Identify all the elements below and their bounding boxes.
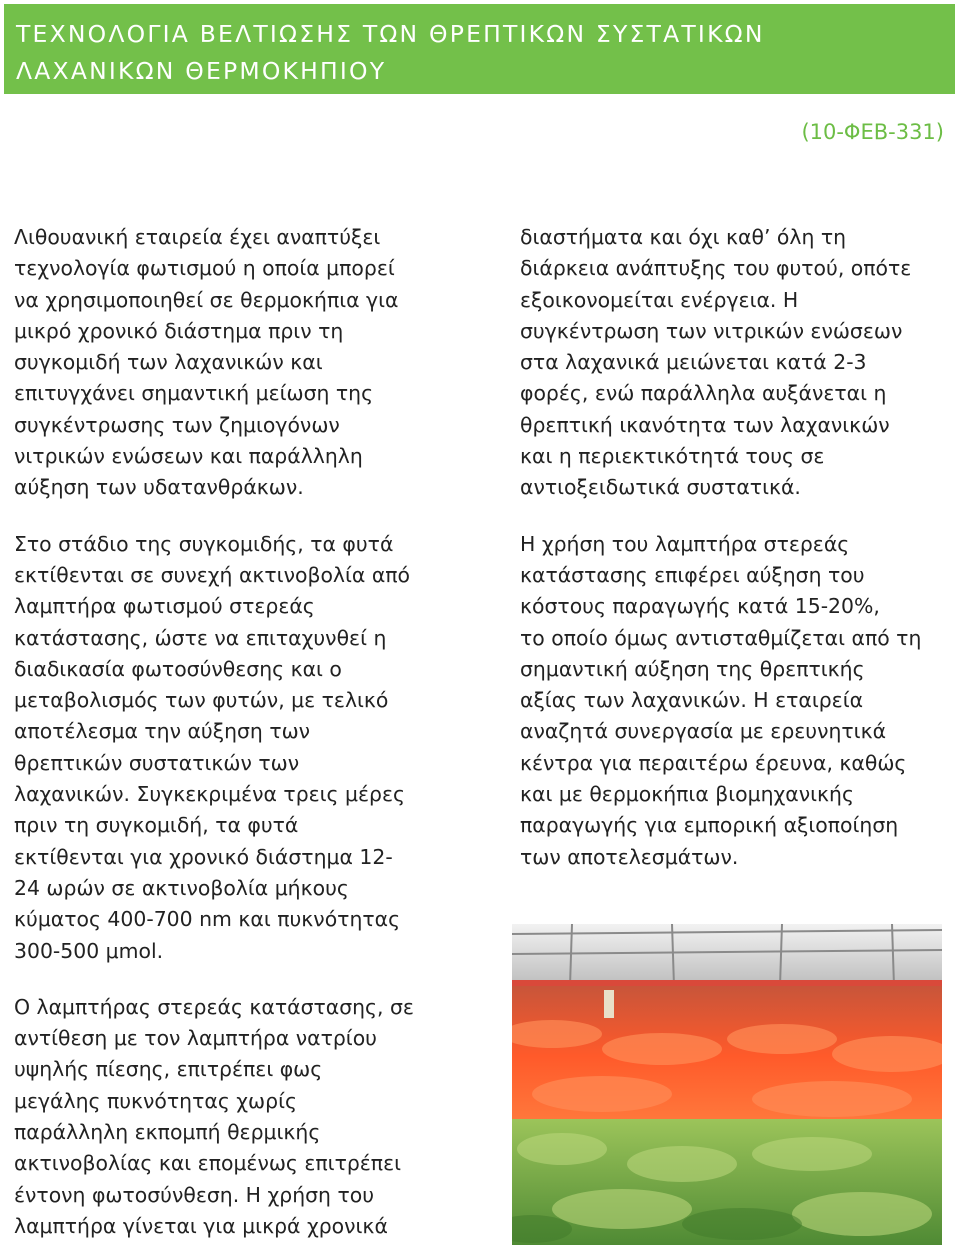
text-line: κατάστασης επιφέρει αύξηση του <box>520 562 865 587</box>
text-line: των αποτελεσμάτων. <box>520 844 739 869</box>
left-column <box>14 222 454 1242</box>
paragraph <box>520 222 950 504</box>
document-code: (10-ΦΕΒ-331) <box>801 120 944 144</box>
text-line: λαμπτήρα φωτισμού στερεάς <box>14 594 315 619</box>
text-line: παράλληλη εκπομπή θερμικής <box>14 1120 321 1145</box>
text-line: αντιοξειδωτικά συστατικά. <box>520 475 801 500</box>
text-line: συγκομιδή των λαχανικών και <box>14 350 323 375</box>
text-line: εκτίθενται σε συνεχή ακτινοβολία από <box>14 562 411 587</box>
text-line: θρεπτική ικανότητα των λαχανικών <box>520 412 890 437</box>
text-line: 300-500 μmol. <box>14 938 164 963</box>
text-line: Στο στάδιο της συγκομιδής, τα φυτά <box>14 531 394 556</box>
text-line: λαχανικών. Συγκεκριμένα τρεις μέρες <box>14 782 405 807</box>
paragraph <box>520 529 950 873</box>
text-line: αύξηση των υδατανθράκων. <box>14 475 304 500</box>
text-line: ακτινοβολίας και επομένως επιτρέπει <box>14 1151 402 1176</box>
text-line: νιτρικών ενώσεων και παράλληλη <box>14 444 363 469</box>
text-line: διαστήματα και όχι καθ’ όλη τη <box>520 225 847 249</box>
text-line: σημαντική αύξηση της θρεπτικής <box>520 656 865 681</box>
text-line: μεταβολισμός των φυτών, με τελικό <box>14 688 389 713</box>
text-line: υψηλής πίεσης, επιτρέπει φως <box>14 1057 323 1082</box>
title-line-1: ΤΕΧΝΟΛΟΓΙΑ ΒΕΛΤΙΩΣΗΣ ΤΩΝ ΘΡΕΠΤΙΚΩΝ ΣΥΣΤΑΤΙΚΩΝ <box>16 20 765 48</box>
text-line: να χρησιμοποιηθεί σε θερμοκήπια για <box>14 287 399 312</box>
text-line: πριν τη συγκομιδή, τα φυτά <box>14 813 299 838</box>
text-line: έντονη φωτοσύνθεση. Η χρήση του <box>14 1182 374 1207</box>
text-line: Η χρήση του λαμπτήρα στερεάς <box>520 531 850 556</box>
text-line: Ο λαμπτήρας στερεάς κατάστασης, σε <box>14 994 414 1019</box>
text-line: κατάστασης, ώστε να επιταχυνθεί η <box>14 625 387 650</box>
text-line: εκτίθενται για χρονικό διάστημα 12- <box>14 844 393 869</box>
text-line: φορές, ενώ παράλληλα αυξάνεται η <box>520 381 887 406</box>
text-line: κύματος 400-700 nm και πυκνότητας <box>14 907 401 932</box>
text-line: θρεπτικών συστατικών των <box>14 750 300 775</box>
greenhouse-photo <box>512 924 942 1245</box>
text-line: αποτέλεσμα την αύξηση των <box>14 719 311 744</box>
paragraph <box>14 222 454 504</box>
text-line: κέντρα για περαιτέρω έρευνα, καθώς <box>520 750 907 775</box>
text-line: λαμπτήρα γίνεται για μικρά χρονικά <box>14 1213 388 1238</box>
text-line: παραγωγής για εμπορική αξιοποίηση <box>520 813 899 838</box>
text-line: επιτυγχάνει σημαντική μείωση της <box>14 381 374 406</box>
text-line: κόστους παραγωγής κατά 15-20%, <box>520 594 880 619</box>
text-line: αναζητά συνεργασία με ερευνητικά <box>520 719 887 744</box>
text-line: στα λαχανικά μειώνεται κατά 2-3 <box>520 350 867 375</box>
text-line: αντίθεση με τον λαμπτήρα νατρίου <box>14 1026 377 1051</box>
text-line: μικρό χρονικό διάστημα πριν τη <box>14 318 344 343</box>
text-line: και η περιεκτικότητά τους σε <box>520 444 825 469</box>
text-line: το οποίο όμως αντισταθμίζεται από τη <box>520 625 922 650</box>
text-line: Λιθουανική εταιρεία έχει αναπτύξει <box>14 225 381 249</box>
text-line: διαδικασία φωτοσύνθεσης και ο <box>14 656 342 681</box>
title-banner <box>4 4 955 94</box>
text-line: αξίας των λαχανικών. Η εταιρεία <box>520 688 864 713</box>
title-line-2: ΛΑΧΑΝΙΚΩΝ ΘΕΡΜΟΚΗΠΙΟΥ <box>16 57 387 85</box>
page-title <box>16 16 946 90</box>
text-line: 24 ωρών σε ακτινοβολία μήκους <box>14 875 349 900</box>
paragraph <box>14 529 454 967</box>
lettuce-under-led-image <box>512 924 942 1245</box>
text-line: τεχνολογία φωτισμού η οποία μπορεί <box>14 256 395 281</box>
right-column <box>520 222 950 873</box>
text-line: και με θερμοκήπια βιομηχανικής <box>520 782 854 807</box>
text-line: εξοικονομείται ενέργεια. Η <box>520 287 799 312</box>
paragraph <box>14 992 454 1242</box>
text-line: συγκέντρωση των νιτρικών ενώσεων <box>520 318 903 343</box>
text-line: διάρκεια ανάπτυξης του φυτού, οπότε <box>520 256 912 281</box>
text-line: μεγάλης πυκνότητας χωρίς <box>14 1088 297 1113</box>
text-line: συγκέντρωσης των ζημιογόνων <box>14 412 340 437</box>
